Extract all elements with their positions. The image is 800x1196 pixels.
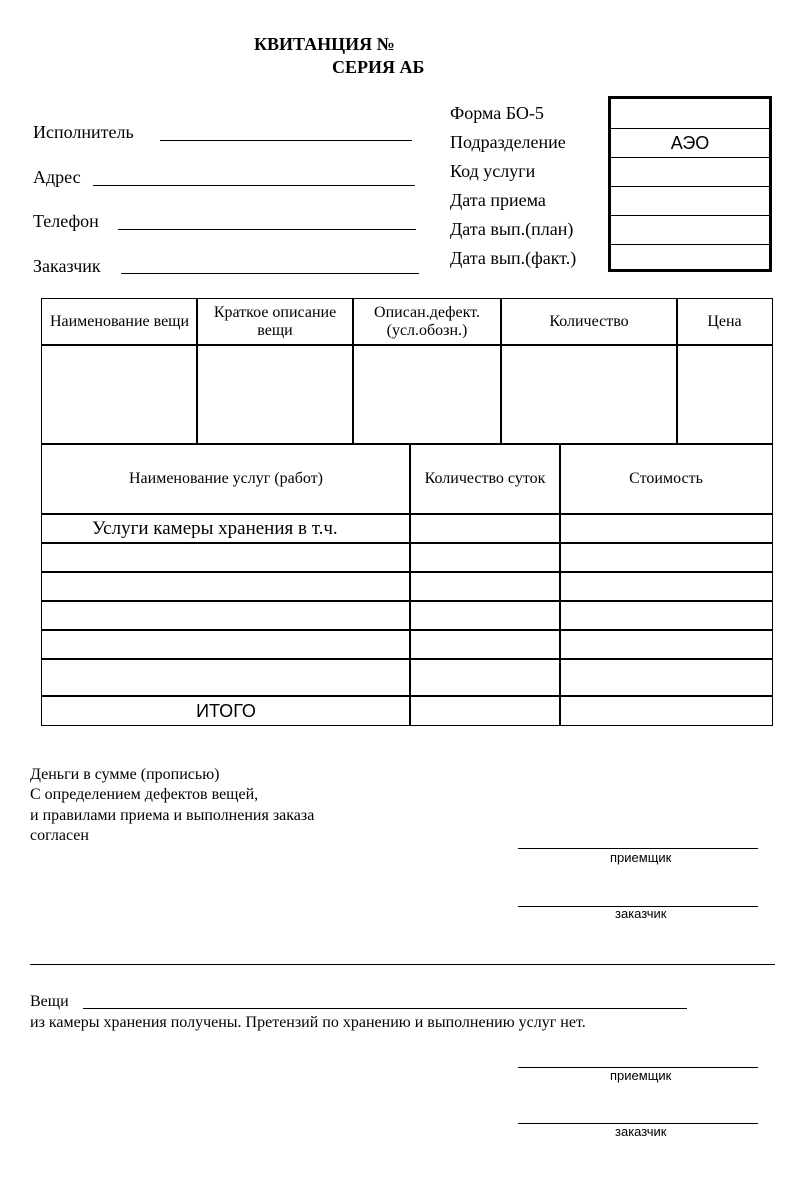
executor-field[interactable] [160, 140, 412, 141]
receipt-statement: из камеры хранения получены. Претензий по хранению и выполнению услуг нет. [30, 1014, 586, 1031]
receive-date-value[interactable] [611, 186, 769, 215]
form-label: Форма БО-5 [450, 103, 544, 123]
plan-date-value[interactable] [611, 215, 769, 244]
amount-words-label: Деньги в сумме (прописью) [30, 766, 220, 783]
service-row-4-days[interactable] [409, 600, 561, 631]
service-row-2-cost[interactable] [559, 542, 773, 573]
address-label: Адрес [33, 167, 81, 187]
items-label: Вещи [30, 993, 69, 1010]
item-price-cell[interactable] [676, 344, 773, 445]
receiver-caption: приемщик [610, 850, 672, 865]
storage-cost-cell[interactable] [559, 513, 773, 544]
phone-label: Телефон [33, 211, 99, 231]
service-row-5-name[interactable] [41, 629, 411, 660]
info-box [608, 96, 772, 272]
item-quantity-cell[interactable] [500, 344, 678, 445]
header-cost: Стоимость [559, 443, 773, 515]
service-row-5-days[interactable] [409, 629, 561, 660]
address-field[interactable] [93, 185, 415, 186]
agreement-line-2: С определением дефектов вещей, [30, 786, 259, 803]
customer-caption: заказчик [615, 906, 667, 921]
header-defects: Описан.дефект. (усл.обозн.) [352, 298, 502, 346]
service-row-2-name[interactable] [41, 542, 411, 573]
header-services: Наименование услуг (работ) [41, 443, 411, 515]
item-desc-cell[interactable] [196, 344, 354, 445]
receiver-signature-line[interactable] [518, 848, 758, 849]
receive-date-label: Дата приема [450, 190, 546, 210]
receipt-title: КВИТАНЦИЯ № [254, 34, 395, 54]
receipt-series: СЕРИЯ АБ [332, 57, 425, 77]
total-days-cell[interactable] [409, 695, 561, 726]
division-value[interactable]: АЭО [611, 128, 769, 157]
service-row-4-cost[interactable] [559, 600, 773, 631]
total-label: ИТОГО [41, 695, 411, 726]
header-price: Цена [676, 298, 773, 346]
service-code-value[interactable] [611, 157, 769, 186]
header-item-name: Наименование вещи [41, 298, 198, 346]
service-code-label: Код услуги [450, 161, 536, 181]
fact-date-label: Дата вып.(факт.) [450, 248, 577, 268]
items-field[interactable] [83, 1008, 687, 1009]
header-item-desc: Краткое описание вещи [196, 298, 354, 346]
service-row-6-cost[interactable] [559, 658, 773, 697]
service-row-6-days[interactable] [409, 658, 561, 697]
service-row-6-name[interactable] [41, 658, 411, 697]
executor-label: Исполнитель [33, 122, 134, 142]
receiver-caption-bottom: приемщик [610, 1068, 672, 1083]
service-row-2-days[interactable] [409, 542, 561, 573]
storage-days-cell[interactable] [409, 513, 561, 544]
form-value[interactable] [611, 99, 769, 128]
customer-field[interactable] [121, 273, 419, 274]
service-row-3-cost[interactable] [559, 571, 773, 602]
customer-label: Заказчик [33, 256, 101, 276]
total-cost-cell[interactable] [559, 695, 773, 726]
header-days: Количество суток [409, 443, 561, 515]
service-row-3-days[interactable] [409, 571, 561, 602]
agreement-line-3: и правилами приема и выполнения заказа [30, 807, 315, 824]
storage-services-row: Услуги камеры хранения в т.ч. [41, 513, 411, 544]
service-row-4-name[interactable] [41, 600, 411, 631]
customer-caption-bottom: заказчик [615, 1124, 667, 1139]
item-name-cell[interactable] [41, 344, 198, 445]
service-row-3-name[interactable] [41, 571, 411, 602]
fact-date-value[interactable] [611, 244, 769, 273]
item-defects-cell[interactable] [352, 344, 502, 445]
plan-date-label: Дата вып.(план) [450, 219, 574, 239]
section-divider [30, 964, 775, 965]
header-quantity: Количество [500, 298, 678, 346]
agreement-line-4: согласен [30, 827, 89, 844]
division-label: Подразделение [450, 132, 566, 152]
service-row-5-cost[interactable] [559, 629, 773, 660]
phone-field[interactable] [118, 229, 416, 230]
